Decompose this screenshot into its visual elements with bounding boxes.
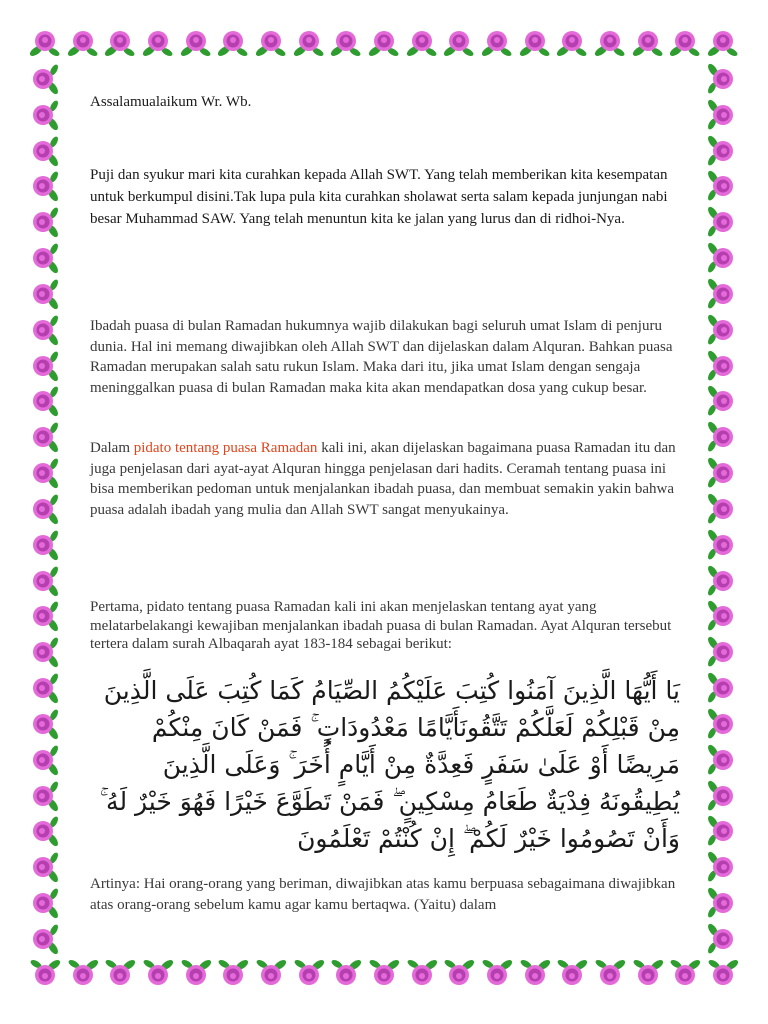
pink-rose-flower-icon	[254, 956, 288, 990]
pink-rose-flower-icon	[442, 956, 476, 990]
pink-rose-flower-icon	[141, 26, 175, 60]
speech-purpose-paragraph	[90, 438, 680, 520]
pink-rose-flower-icon	[28, 956, 62, 990]
paragraph-prefix: Dalam	[90, 440, 134, 456]
flower-border-right	[704, 62, 740, 956]
pink-rose-flower-icon	[405, 956, 439, 990]
pink-rose-flower-icon	[28, 349, 62, 383]
pink-rose-flower-icon	[179, 956, 213, 990]
pink-rose-flower-icon	[28, 564, 62, 598]
pink-rose-flower-icon	[179, 26, 213, 60]
pink-rose-flower-icon	[706, 26, 740, 60]
pink-rose-flower-icon	[704, 814, 738, 848]
pink-rose-flower-icon	[704, 886, 738, 920]
pink-rose-flower-icon	[704, 313, 738, 347]
pink-rose-flower-icon	[66, 26, 100, 60]
pink-rose-flower-icon	[405, 26, 439, 60]
pink-rose-flower-icon	[28, 313, 62, 347]
pink-rose-flower-icon	[28, 814, 62, 848]
pink-rose-flower-icon	[480, 26, 514, 60]
pink-rose-flower-icon	[704, 743, 738, 777]
pink-rose-flower-icon	[704, 349, 738, 383]
pink-rose-flower-icon	[28, 384, 62, 418]
pink-rose-flower-icon	[28, 492, 62, 526]
pink-rose-flower-icon	[28, 707, 62, 741]
translation-paragraph: Artinya: Hai orang-orang yang beriman, diwajibkan atas kamu berpuasa sebagaimana diwajibkan atas orang-orang sebelum kamu agar kamu bertaqwa. (Yaitu) dalam	[90, 876, 676, 913]
pink-rose-flower-icon	[704, 564, 738, 598]
pink-rose-flower-icon	[704, 707, 738, 741]
pink-rose-flower-icon	[28, 850, 62, 884]
pink-rose-flower-icon	[704, 599, 738, 633]
pink-rose-flower-icon	[704, 492, 738, 526]
pink-rose-flower-icon	[28, 635, 62, 669]
pink-rose-flower-icon	[28, 922, 62, 956]
pink-rose-flower-icon	[28, 98, 62, 132]
pink-rose-flower-icon	[28, 779, 62, 813]
pink-rose-flower-icon	[141, 956, 175, 990]
pink-rose-flower-icon	[28, 671, 62, 705]
pink-rose-flower-icon	[28, 420, 62, 454]
pink-rose-flower-icon	[704, 62, 738, 96]
verse-intro-paragraph: Pertama, pidato tentang puasa Ramadan kali ini akan menjelaskan tentang ayat yang melatarbelakangi kewajiban menjalankan ibadah puasa di bulan Ramadan. Ayat Alquran tersebut tertera dalam surah Albaqarah ayat 183-184 sebagai berikut:	[90, 599, 672, 652]
pink-rose-flower-icon	[704, 922, 738, 956]
pink-rose-flower-icon	[28, 241, 62, 275]
pink-rose-flower-icon	[442, 26, 476, 60]
pink-rose-flower-icon	[216, 26, 250, 60]
pink-rose-flower-icon	[28, 456, 62, 490]
pink-rose-flower-icon	[704, 671, 738, 705]
flower-border-top	[28, 26, 740, 62]
pink-rose-flower-icon	[704, 456, 738, 490]
pink-rose-flower-icon	[480, 956, 514, 990]
paragraph-suffix: kali ini, akan dijelaskan bagaimana puasa Ramadan itu dan juga penjelasan dari ayat-ayat Alquran hingga penjelasan dari hadits. Ceramah tentang puasa ini bisa memberikan pedoman untuk menjalankan ibadah puasa, dan membuat semakin yakin bahwa puasa adalah ibadah yang mulia dan Allah SWT sangat menyukainya.	[90, 440, 676, 518]
pink-rose-flower-icon	[704, 277, 738, 311]
pink-rose-flower-icon	[631, 26, 665, 60]
pink-rose-flower-icon	[631, 956, 665, 990]
flower-border-bottom	[28, 956, 740, 992]
pink-rose-flower-icon	[555, 26, 589, 60]
pink-rose-flower-icon	[254, 26, 288, 60]
pink-rose-flower-icon	[216, 956, 250, 990]
pink-rose-flower-icon	[704, 98, 738, 132]
pink-rose-flower-icon	[593, 26, 627, 60]
opening-paragraph: Puji dan syukur mari kita curahkan kepada Allah SWT. Yang telah memberikan kita kesempatan untuk berkumpul disini.Tak lupa pula kita curahkan sholawat serta salam kepada junjungan nabi besar Muhammad SAW. Yang telah menuntun kita ke jalan yang lurus dan di ridhoi-Nya.	[90, 167, 668, 227]
pink-rose-flower-icon	[28, 134, 62, 168]
arabic-verse: يَا أَيُّهَا الَّذِينَ آمَنُوا كُتِبَ عَلَيْكُمُ الصِّيَامُ كَمَا كُتِبَ عَلَى الَّذِينَ مِنْ قَبْلِكُمْ لَعَلَّكُمْ تَتَّقُونَأَيَّامًا مَعْدُودَاتٍ ۚ فَمَنْ كَانَ مِنْكُمْ مَرِيضًا أَوْ عَلَىٰ سَفَرٍ فَعِدَّةٌ مِنْ أَيَّامٍ أُخَرَ ۚ وَعَلَى الَّذِينَ يُطِيقُونَهُ فِدْيَةٌ طَعَامُ مِسْكِينٍ ۖ فَمَنْ تَطَوَّعَ خَيْرًا فَهُوَ خَيْرٌ لَهُ ۚ وَأَنْ تَصُومُوا خَيْرٌ لَكُمْ ۖ إِنْ كُنْتُمْ تَعْلَمُونَ	[99, 676, 680, 853]
pink-rose-flower-icon	[706, 956, 740, 990]
pink-rose-flower-icon	[704, 134, 738, 168]
pink-rose-flower-icon	[704, 779, 738, 813]
pink-rose-flower-icon	[292, 26, 326, 60]
pink-rose-flower-icon	[704, 169, 738, 203]
speech-link[interactable]: pidato tentang puasa Ramadan	[133, 440, 318, 456]
pink-rose-flower-icon	[103, 956, 137, 990]
pink-rose-flower-icon	[28, 62, 62, 96]
pink-rose-flower-icon	[668, 956, 702, 990]
pink-rose-flower-icon	[103, 26, 137, 60]
pink-rose-flower-icon	[555, 956, 589, 990]
pink-rose-flower-icon	[518, 26, 552, 60]
pink-rose-flower-icon	[292, 956, 326, 990]
pink-rose-flower-icon	[668, 26, 702, 60]
flower-border-left	[28, 62, 64, 956]
pink-rose-flower-icon	[704, 241, 738, 275]
pink-rose-flower-icon	[28, 599, 62, 633]
pink-rose-flower-icon	[704, 384, 738, 418]
pink-rose-flower-icon	[367, 956, 401, 990]
pink-rose-flower-icon	[28, 743, 62, 777]
pink-rose-flower-icon	[28, 277, 62, 311]
pink-rose-flower-icon	[704, 420, 738, 454]
pink-rose-flower-icon	[704, 205, 738, 239]
pink-rose-flower-icon	[367, 26, 401, 60]
pink-rose-flower-icon	[28, 886, 62, 920]
pink-rose-flower-icon	[704, 635, 738, 669]
pink-rose-flower-icon	[329, 26, 363, 60]
pink-rose-flower-icon	[329, 956, 363, 990]
pink-rose-flower-icon	[704, 528, 738, 562]
pink-rose-flower-icon	[66, 956, 100, 990]
pink-rose-flower-icon	[28, 26, 62, 60]
pink-rose-flower-icon	[28, 528, 62, 562]
pink-rose-flower-icon	[518, 956, 552, 990]
ramadan-intro-paragraph: Ibadah puasa di bulan Ramadan hukumnya wajib dilakukan bagi seluruh umat Islam di penjuru dunia. Hal ini memang diwajibkan oleh Allah SWT dan dijelaskan dalam Alquran. Bahkan puasa Ramadan merupakan salah satu rukun Islam. Maka dari itu, jika umat Islam dengan sengaja meninggalkan puasa di bulan Ramadan maka kita akan mendapatkan dosa yang cukup besar.	[90, 318, 673, 396]
greeting: Assalamualaikum Wr. Wb.	[90, 94, 252, 110]
pink-rose-flower-icon	[593, 956, 627, 990]
pink-rose-flower-icon	[28, 205, 62, 239]
pink-rose-flower-icon	[28, 169, 62, 203]
pink-rose-flower-icon	[704, 850, 738, 884]
